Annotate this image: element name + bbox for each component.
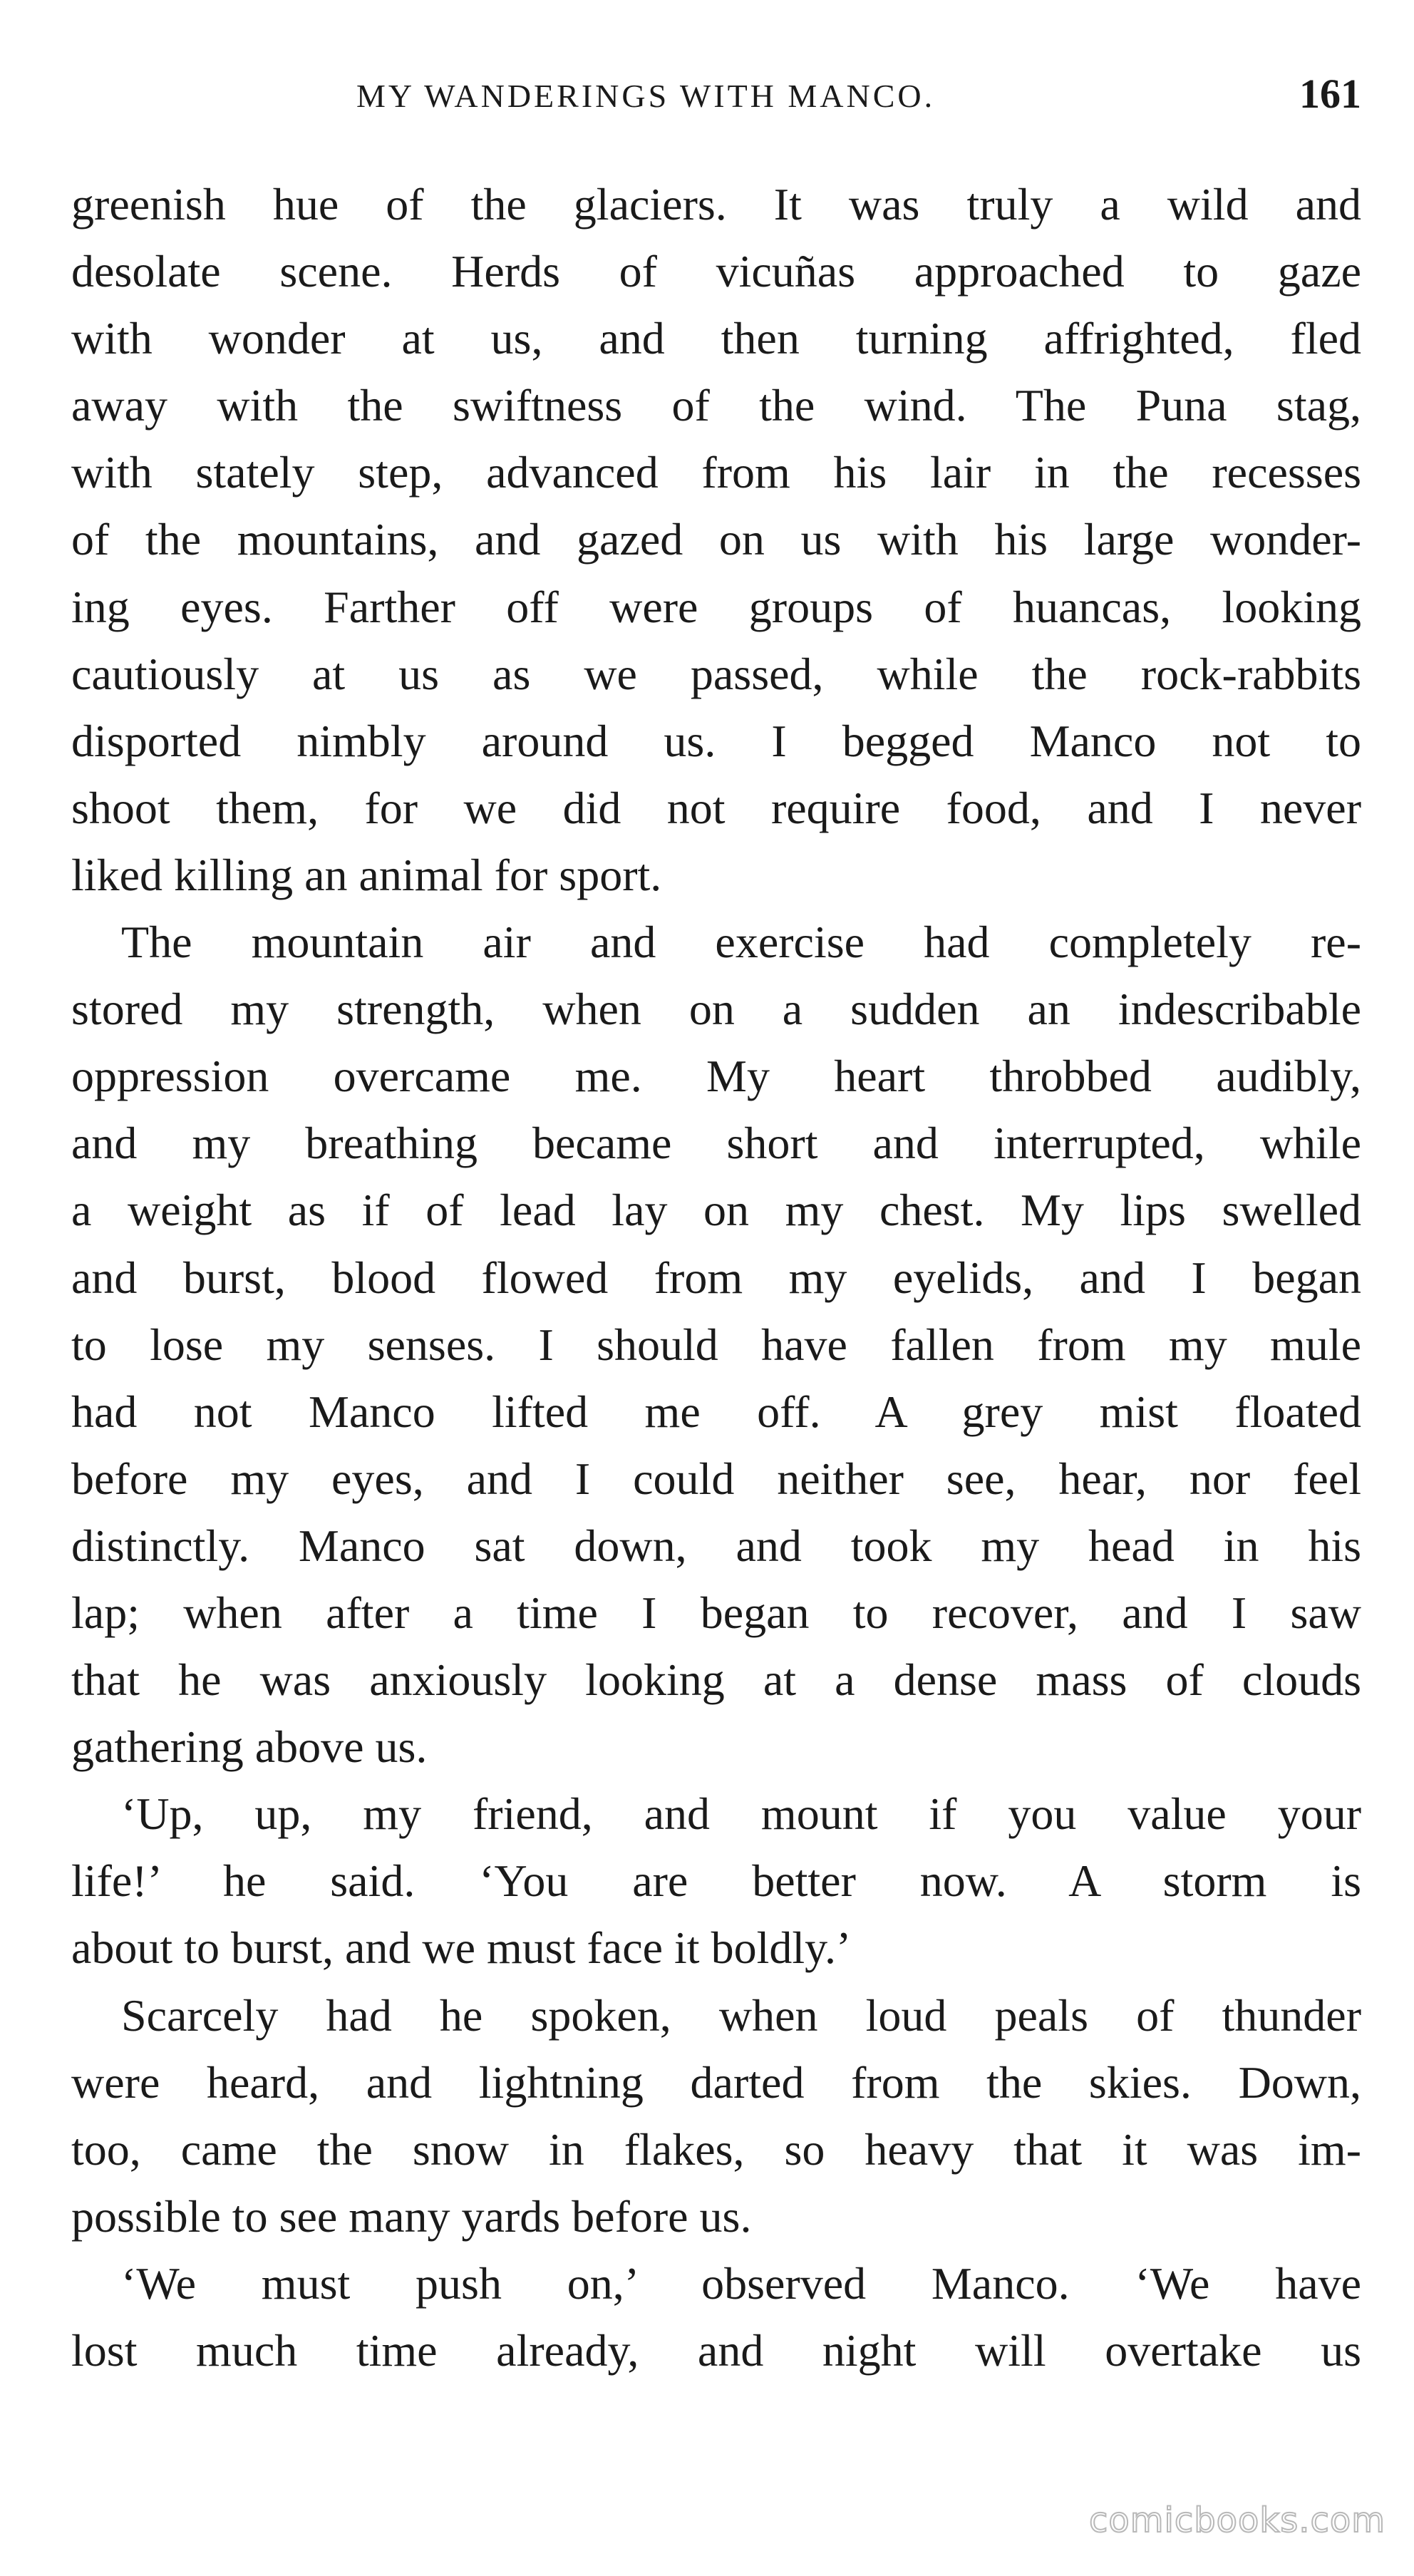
text-line: and burst, blood flowed from my eyelids, and I began <box>71 1252 1361 1303</box>
text-line: and my breathing became short and interrupted, while <box>71 1118 1361 1169</box>
text-line: liked killing an animal for sport. <box>71 849 662 900</box>
text-line: stored my strength, when on a sudden an indescribable <box>71 984 1361 1035</box>
text-line: ‘Up, up, my friend, and mount if you value your <box>121 1788 1361 1840</box>
text-line: disported nimbly around us. I begged Manco not to <box>71 715 1361 766</box>
text-line: away with the swiftness of the wind. The Puna stag, <box>71 380 1361 431</box>
text-line: greenish hue of the glaciers. It was truly a wild and <box>71 179 1361 230</box>
text-line: of the mountains, and gazed on us with his large wonder- <box>71 514 1361 565</box>
running-head <box>71 64 1361 128</box>
text-line: gathering above us. <box>71 1721 428 1773</box>
text-line: before my eyes, and I could neither see, hear, nor feel <box>71 1453 1361 1504</box>
text-line: ‘We must push on,’ observed Manco. ‘We have <box>121 2257 1361 2309</box>
text-line: too, came the snow in flakes, so heavy that it was im- <box>71 2123 1361 2175</box>
text-line: shoot them, for we did not require food, and I never <box>71 782 1361 833</box>
text-line: Scarcely had he spoken, when loud peals of thunder <box>121 1989 1361 2041</box>
text-line: ing eyes. Farther off were groups of huancas, looking <box>71 581 1361 632</box>
text-line: oppression overcame me. My heart throbbed audibly, <box>71 1051 1361 1102</box>
text-line: life!’ he said. ‘You are better now. A storm is <box>71 1855 1361 1907</box>
text-line: to lose my senses. I should have fallen from my mule <box>71 1319 1361 1370</box>
text-line: that he was anxiously looking at a dense mass of clouds <box>71 1654 1361 1706</box>
text-line: lost much time already, and night will overtake us <box>71 2325 1361 2376</box>
text-line: distinctly. Manco sat down, and took my head in his <box>71 1520 1361 1571</box>
text-line: The mountain air and exercise had completely re- <box>121 917 1361 968</box>
text-line: with wonder at us, and then turning affrighted, fled <box>71 313 1361 364</box>
text-line: a weight as if of lead lay on my chest. My lips swelled <box>71 1185 1361 1236</box>
text-line: about to burst, and we must face it boldly.’ <box>71 1922 852 1974</box>
page-number: 161 <box>1299 71 1361 117</box>
text-line: desolate scene. Herds of vicuñas approached to gaze <box>71 246 1361 297</box>
running-title: MY WANDERINGS WITH MANCO. <box>356 78 936 114</box>
text-line: possible to see many yards before us. <box>71 2190 752 2242</box>
body-text <box>71 171 1361 2384</box>
text-line: cautiously at us as we passed, while the rock-rabbits <box>71 648 1361 699</box>
watermark: comicbooks.com <box>1088 2500 1385 2540</box>
text-line: were heard, and lightning darted from the skies. Down, <box>71 2056 1361 2108</box>
text-line: lap; when after a time I began to recover, and I saw <box>71 1587 1361 1638</box>
text-line: with stately step, advanced from his lair in the recesses <box>71 447 1361 498</box>
text-line: had not Manco lifted me off. A grey mist floated <box>71 1386 1361 1437</box>
